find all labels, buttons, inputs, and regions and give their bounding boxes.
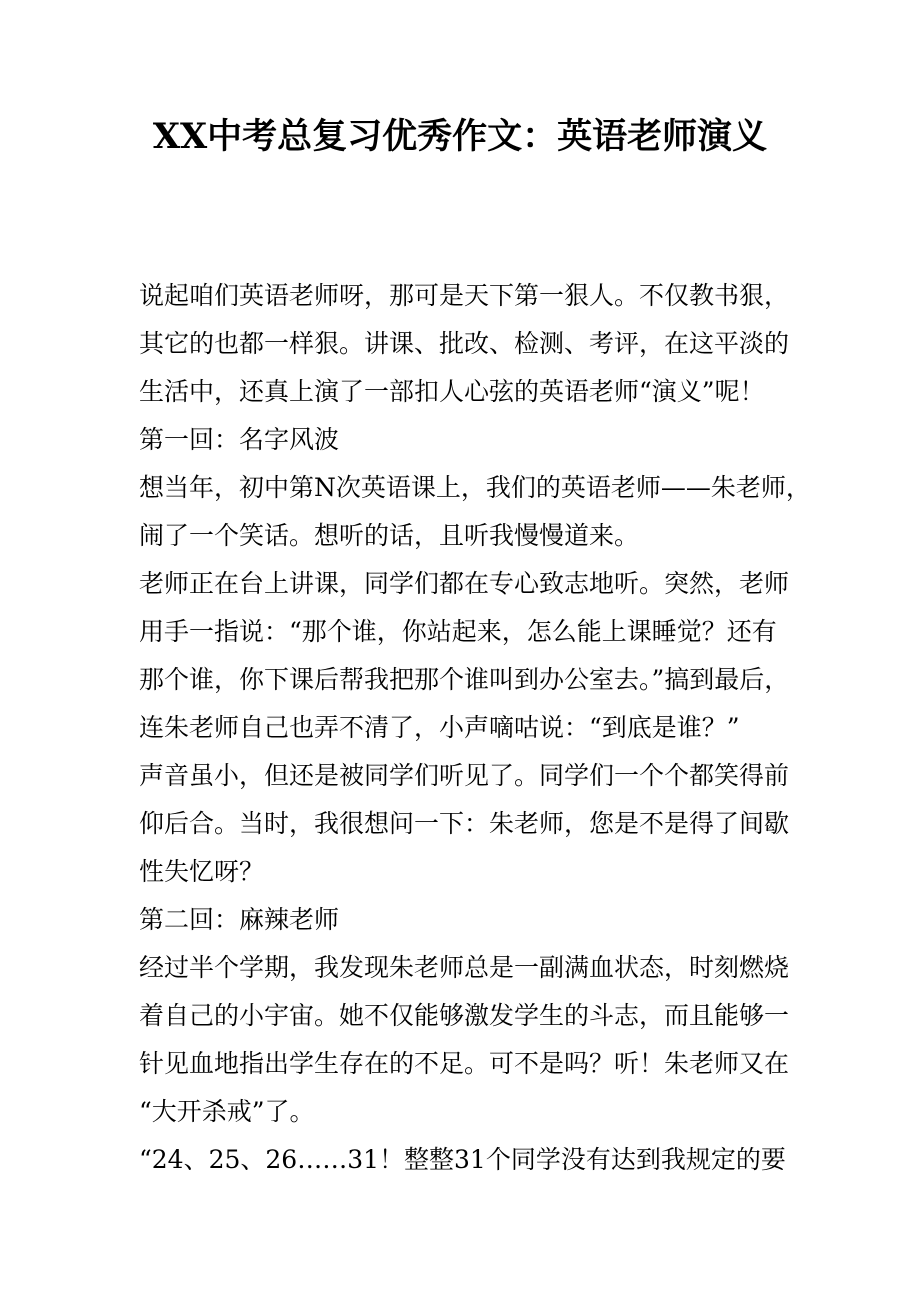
section-heading: 第一回：名字风波 bbox=[139, 425, 340, 454]
paragraph-line: 经过半个学期，我发现朱老师总是一副满血状态，时刻燃烧 bbox=[139, 953, 790, 982]
paragraph-line: “大开杀戒”了。 bbox=[139, 1097, 315, 1126]
paragraph-line: 想当年，初中第N次英语课上，我们的英语老师——朱老师， bbox=[139, 473, 811, 502]
section-heading: 第二回：麻辣老师 bbox=[139, 905, 340, 934]
paragraph-line: 用手一指说：“那个谁，你站起来，怎么能上课睡觉？还有 bbox=[139, 617, 777, 646]
paragraph-line: 声音虽小，但还是被同学们听见了。同学们一个个都笑得前 bbox=[139, 761, 790, 790]
paragraph-line: 针见血地指出学生存在的不足。可不是吗？听！朱老师又在 bbox=[139, 1049, 790, 1078]
paragraph-line: “24、25、26……31！整整31个同学没有达到我规定的要 bbox=[139, 1145, 786, 1174]
paragraph-line: 闹了一个笑话。想听的话，且听我慢慢道来。 bbox=[139, 521, 640, 550]
paragraph-line: 连朱老师自己也弄不清了，小声嘀咕说：“到底是谁？” bbox=[139, 713, 740, 742]
paragraph-line: 老师正在台上讲课，同学们都在专心致志地听。突然，老师 bbox=[139, 569, 790, 598]
paragraph-line: 那个谁，你下课后帮我把那个谁叫到办公室去。”搞到最后， bbox=[139, 665, 790, 694]
paragraph-line: 说起咱们英语老师呀，那可是天下第一狠人。不仅教书狠， bbox=[139, 281, 790, 310]
document-title: XX中考总复习优秀作文：英语老师演义 bbox=[152, 116, 768, 157]
paragraph-line: 其它的也都一样狠。讲课、批改、检测、考评，在这平淡的 bbox=[139, 329, 790, 358]
document-body bbox=[139, 272, 811, 1184]
paragraph-line: 着自己的小宇宙。她不仅能够激发学生的斗志，而且能够一 bbox=[139, 1001, 790, 1030]
paragraph-line: 性失忆呀？ bbox=[139, 857, 265, 886]
paragraph-line: 仰后合。当时，我很想问一下：朱老师，您是不是得了间歇 bbox=[139, 809, 790, 838]
paragraph-line: 生活中，还真上演了一部扣人心弦的英语老师“演义”呢！ bbox=[139, 377, 765, 406]
